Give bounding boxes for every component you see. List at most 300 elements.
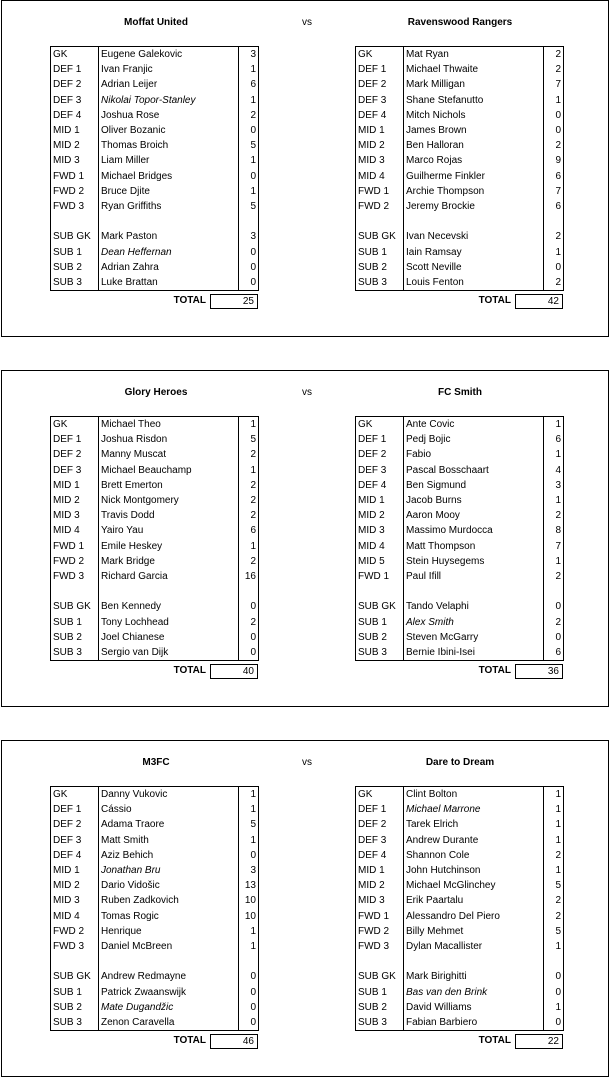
player-name-cell: Jeremy Brockie — [404, 199, 544, 214]
player-row — [51, 508, 259, 523]
position-cell: GK — [356, 787, 404, 803]
player-name-cell: James Brown — [404, 123, 544, 138]
player-row — [356, 539, 564, 554]
sub-row — [51, 614, 259, 629]
total-value: 40 — [210, 664, 258, 679]
position-cell: DEF 3 — [356, 93, 404, 108]
player-name-cell: Shannon Cole — [404, 848, 544, 863]
position-cell: SUB GK — [356, 969, 404, 984]
player-row — [51, 432, 259, 447]
player-row — [51, 939, 259, 954]
position-cell: MID 1 — [356, 863, 404, 878]
score-cell: 0 — [239, 260, 259, 275]
player-row — [356, 478, 564, 493]
sub-row — [51, 599, 259, 614]
player-name-cell: Erik Paartalu — [404, 893, 544, 908]
away-team-name: Ravenswood Rangers — [407, 17, 513, 28]
player-name-cell: Alex Smith — [404, 614, 544, 629]
position-cell: DEF 1 — [51, 802, 99, 817]
position-cell: DEF 3 — [51, 93, 99, 108]
score-cell: 0 — [239, 984, 259, 999]
position-cell: DEF 4 — [356, 848, 404, 863]
position-cell: MID 3 — [356, 893, 404, 908]
position-cell: DEF 1 — [51, 62, 99, 77]
score-cell: 16 — [239, 569, 259, 584]
player-name-cell: John Hutchinson — [404, 863, 544, 878]
position-cell: FWD 3 — [51, 569, 99, 584]
home-team-name: Moffat United — [124, 17, 188, 28]
player-row — [356, 417, 564, 433]
player-name-cell: Ben Sigmund — [404, 478, 544, 493]
player-name-cell: Henrique — [99, 924, 239, 939]
player-row — [356, 508, 564, 523]
player-name-cell: Patrick Zwaanswijk — [99, 984, 239, 999]
player-name-cell: Michael Theo — [99, 417, 239, 433]
score-cell: 2 — [544, 138, 564, 153]
position-cell: DEF 4 — [51, 108, 99, 123]
sub-row — [356, 1000, 564, 1015]
player-name-cell: Matt Smith — [99, 833, 239, 848]
player-row — [356, 432, 564, 447]
player-name-cell: Paul Ifill — [404, 569, 544, 584]
position-cell: DEF 3 — [51, 833, 99, 848]
player-row — [356, 47, 564, 63]
player-name-cell: Steven McGarry — [404, 630, 544, 645]
position-cell: MID 1 — [356, 493, 404, 508]
score-cell: 0 — [544, 630, 564, 645]
player-name-cell: Mitch Nichols — [404, 108, 544, 123]
sub-row — [51, 1015, 259, 1031]
position-cell: SUB 3 — [51, 1015, 99, 1031]
player-row — [356, 787, 564, 803]
position-cell: DEF 3 — [51, 463, 99, 478]
player-row — [356, 463, 564, 478]
score-cell: 6 — [544, 645, 564, 661]
player-name-cell: Fabian Barbiero — [404, 1015, 544, 1031]
position-cell: DEF 2 — [51, 77, 99, 92]
player-name-cell: Clint Bolton — [404, 787, 544, 803]
score-cell: 0 — [239, 848, 259, 863]
position-cell: FWD 2 — [51, 924, 99, 939]
sub-row — [51, 969, 259, 984]
position-cell: GK — [51, 417, 99, 433]
position-cell: MID 3 — [51, 508, 99, 523]
total-label: TOTAL — [173, 295, 206, 306]
player-name-cell: Joshua Risdon — [99, 432, 239, 447]
score-cell: 1 — [544, 939, 564, 954]
player-row — [51, 62, 259, 77]
position-cell: SUB 3 — [356, 275, 404, 291]
player-row — [51, 924, 259, 939]
player-row — [51, 169, 259, 184]
score-cell: 7 — [544, 184, 564, 199]
total-label: TOTAL — [478, 295, 511, 306]
player-name-cell: Stein Huysegems — [404, 554, 544, 569]
position-cell: SUB 2 — [51, 260, 99, 275]
score-cell: 6 — [239, 77, 259, 92]
position-cell: SUB 1 — [356, 614, 404, 629]
player-row — [356, 802, 564, 817]
home-total-row — [50, 294, 258, 310]
position-cell: SUB GK — [356, 229, 404, 244]
player-row — [356, 199, 564, 214]
score-cell: 1 — [544, 493, 564, 508]
position-cell: SUB 1 — [356, 244, 404, 259]
position-cell: SUB 1 — [51, 614, 99, 629]
player-row — [51, 493, 259, 508]
player-name-cell: Massimo Murdocca — [404, 523, 544, 538]
position-cell: MID 1 — [51, 478, 99, 493]
position-cell: MID 3 — [51, 893, 99, 908]
sub-row — [356, 984, 564, 999]
score-cell: 2 — [544, 62, 564, 77]
sub-row — [356, 630, 564, 645]
position-cell: SUB 2 — [51, 630, 99, 645]
position-cell: MID 2 — [356, 138, 404, 153]
position-cell: FWD 2 — [51, 554, 99, 569]
player-row — [51, 848, 259, 863]
score-cell: 0 — [544, 984, 564, 999]
score-cell: 1 — [544, 244, 564, 259]
position-cell: SUB 1 — [51, 984, 99, 999]
player-name-cell: Oliver Bozanic — [99, 123, 239, 138]
score-cell: 1 — [544, 93, 564, 108]
score-cell: 2 — [544, 614, 564, 629]
position-cell: DEF 2 — [51, 447, 99, 462]
player-name-cell: Mat Ryan — [404, 47, 544, 63]
score-cell: 1 — [544, 863, 564, 878]
away-team-name: FC Smith — [438, 387, 482, 398]
score-cell: 5 — [239, 199, 259, 214]
position-cell: FWD 3 — [356, 939, 404, 954]
player-name-cell: Ivan Franjic — [99, 62, 239, 77]
match-block — [1, 740, 609, 1077]
score-cell: 0 — [544, 599, 564, 614]
score-cell: 1 — [239, 184, 259, 199]
player-name-cell: Danny Vukovic — [99, 787, 239, 803]
position-cell: SUB 1 — [51, 244, 99, 259]
position-cell: GK — [356, 47, 404, 63]
score-cell: 1 — [239, 93, 259, 108]
player-row — [356, 848, 564, 863]
position-cell: SUB GK — [51, 969, 99, 984]
home-total-row — [50, 1034, 258, 1050]
position-cell: SUB 3 — [356, 1015, 404, 1031]
away-lineup-table — [355, 46, 564, 291]
score-cell: 4 — [544, 463, 564, 478]
score-cell: 2 — [239, 493, 259, 508]
score-cell: 0 — [239, 599, 259, 614]
sub-row — [356, 229, 564, 244]
score-cell: 10 — [239, 893, 259, 908]
player-name-cell: Andrew Redmayne — [99, 969, 239, 984]
score-cell: 2 — [544, 47, 564, 63]
score-cell: 1 — [239, 924, 259, 939]
player-name-cell: Zenon Caravella — [99, 1015, 239, 1031]
player-row — [356, 569, 564, 584]
score-cell: 1 — [239, 417, 259, 433]
player-row — [51, 47, 259, 63]
score-cell: 1 — [544, 447, 564, 462]
player-name-cell: Ben Halloran — [404, 138, 544, 153]
player-name-cell: Mark Bridge — [99, 554, 239, 569]
position-cell: FWD 2 — [356, 199, 404, 214]
player-row — [51, 539, 259, 554]
player-name-cell: Emile Heskey — [99, 539, 239, 554]
score-cell: 2 — [544, 569, 564, 584]
player-name-cell: Manny Muscat — [99, 447, 239, 462]
player-row — [51, 153, 259, 168]
position-cell: DEF 2 — [51, 817, 99, 832]
spacer-row — [356, 214, 564, 229]
score-cell: 2 — [544, 275, 564, 291]
player-name-cell: Tarek Elrich — [404, 817, 544, 832]
score-cell: 5 — [239, 432, 259, 447]
position-cell: SUB GK — [51, 599, 99, 614]
player-row — [51, 863, 259, 878]
player-name-cell: Pedj Bojic — [404, 432, 544, 447]
player-row — [356, 169, 564, 184]
player-name-cell: Jonathan Bru — [99, 863, 239, 878]
score-cell: 2 — [239, 508, 259, 523]
score-cell: 1 — [239, 153, 259, 168]
score-cell: 1 — [544, 833, 564, 848]
spacer-row — [356, 954, 564, 969]
position-cell: MID 5 — [356, 554, 404, 569]
player-name-cell: Michael Thwaite — [404, 62, 544, 77]
sub-row — [51, 984, 259, 999]
total-value: 22 — [515, 1034, 563, 1049]
player-name-cell: Dean Heffernan — [99, 244, 239, 259]
position-cell: SUB 3 — [51, 275, 99, 291]
score-cell: 1 — [239, 62, 259, 77]
player-row — [51, 878, 259, 893]
player-row — [51, 478, 259, 493]
position-cell: SUB 2 — [356, 260, 404, 275]
player-name-cell: Andrew Durante — [404, 833, 544, 848]
player-row — [51, 909, 259, 924]
score-cell: 2 — [239, 447, 259, 462]
player-name-cell: Bruce Djite — [99, 184, 239, 199]
position-cell: DEF 2 — [356, 817, 404, 832]
sub-row — [356, 260, 564, 275]
position-cell: DEF 4 — [51, 848, 99, 863]
away-lineup-table — [355, 416, 564, 661]
player-name-cell: Richard Garcia — [99, 569, 239, 584]
score-cell: 0 — [239, 630, 259, 645]
score-cell: 1 — [544, 817, 564, 832]
player-name-cell: Shane Stefanutto — [404, 93, 544, 108]
player-name-cell: Travis Dodd — [99, 508, 239, 523]
player-row — [51, 523, 259, 538]
player-row — [51, 138, 259, 153]
position-cell: MID 2 — [51, 493, 99, 508]
position-cell: DEF 1 — [356, 432, 404, 447]
player-name-cell: Cássio — [99, 802, 239, 817]
position-cell: SUB 1 — [356, 984, 404, 999]
score-cell: 1 — [239, 539, 259, 554]
player-row — [356, 153, 564, 168]
sub-row — [356, 969, 564, 984]
player-name-cell: Jacob Burns — [404, 493, 544, 508]
score-cell: 6 — [239, 523, 259, 538]
player-row — [356, 447, 564, 462]
score-cell: 2 — [544, 229, 564, 244]
player-name-cell: Michael Marrone — [404, 802, 544, 817]
player-row — [356, 893, 564, 908]
player-row — [356, 924, 564, 939]
position-cell: FWD 1 — [356, 184, 404, 199]
score-cell: 0 — [239, 645, 259, 661]
position-cell: DEF 2 — [356, 447, 404, 462]
position-cell: SUB 3 — [356, 645, 404, 661]
player-name-cell: Joel Chianese — [99, 630, 239, 645]
player-name-cell: Marco Rojas — [404, 153, 544, 168]
score-cell: 2 — [544, 848, 564, 863]
player-name-cell: Pascal Bosschaart — [404, 463, 544, 478]
position-cell: MID 3 — [51, 153, 99, 168]
player-name-cell: Dario Vidošic — [99, 878, 239, 893]
position-cell: DEF 3 — [356, 463, 404, 478]
score-cell: 0 — [239, 123, 259, 138]
player-name-cell: Adrian Zahra — [99, 260, 239, 275]
player-row — [356, 817, 564, 832]
player-name-cell: Thomas Broich — [99, 138, 239, 153]
score-cell: 2 — [544, 893, 564, 908]
player-name-cell: Ben Kennedy — [99, 599, 239, 614]
position-cell: SUB GK — [51, 229, 99, 244]
score-cell: 0 — [544, 260, 564, 275]
position-cell: MID 2 — [51, 878, 99, 893]
player-row — [356, 878, 564, 893]
score-cell: 1 — [239, 787, 259, 803]
player-name-cell: Mate Dugandžic — [99, 1000, 239, 1015]
position-cell: FWD 1 — [356, 909, 404, 924]
position-cell: FWD 3 — [51, 199, 99, 214]
total-value: 42 — [515, 294, 563, 309]
sub-row — [356, 645, 564, 661]
player-row — [356, 108, 564, 123]
sub-row — [51, 1000, 259, 1015]
total-label: TOTAL — [173, 1035, 206, 1046]
score-cell: 7 — [544, 539, 564, 554]
player-row — [51, 569, 259, 584]
position-cell: DEF 4 — [356, 108, 404, 123]
match-block — [1, 370, 609, 707]
position-cell: MID 2 — [356, 508, 404, 523]
home-team-name: Glory Heroes — [124, 387, 188, 398]
player-row — [51, 184, 259, 199]
position-cell: MID 4 — [356, 169, 404, 184]
score-cell: 3 — [239, 229, 259, 244]
away-total-row — [355, 294, 563, 310]
sub-row — [356, 1015, 564, 1031]
player-name-cell: Ryan Griffiths — [99, 199, 239, 214]
position-cell: SUB 2 — [356, 1000, 404, 1015]
score-cell: 6 — [544, 199, 564, 214]
player-name-cell: Adama Traore — [99, 817, 239, 832]
position-cell: FWD 1 — [356, 569, 404, 584]
sub-row — [51, 645, 259, 661]
score-cell: 8 — [544, 523, 564, 538]
score-cell: 9 — [544, 153, 564, 168]
score-cell: 1 — [239, 463, 259, 478]
player-name-cell: Eugene Galekovic — [99, 47, 239, 63]
sub-row — [51, 229, 259, 244]
position-cell: DEF 1 — [356, 62, 404, 77]
away-total-row — [355, 1034, 563, 1050]
position-cell: GK — [51, 787, 99, 803]
player-row — [51, 123, 259, 138]
player-name-cell: Scott Neville — [404, 260, 544, 275]
player-name-cell: Matt Thompson — [404, 539, 544, 554]
score-cell: 0 — [239, 275, 259, 291]
position-cell: DEF 1 — [51, 432, 99, 447]
player-row — [51, 447, 259, 462]
spacer-row — [51, 584, 259, 599]
player-name-cell: Dylan Macallister — [404, 939, 544, 954]
player-name-cell: Mark Milligan — [404, 77, 544, 92]
player-row — [356, 123, 564, 138]
player-name-cell: Tomas Rogic — [99, 909, 239, 924]
player-row — [51, 787, 259, 803]
position-cell: MID 3 — [356, 153, 404, 168]
position-cell: FWD 1 — [51, 169, 99, 184]
player-row — [356, 62, 564, 77]
sub-row — [356, 244, 564, 259]
position-cell: DEF 1 — [356, 802, 404, 817]
position-cell: SUB 2 — [356, 630, 404, 645]
score-cell: 0 — [239, 169, 259, 184]
player-name-cell: Yairo Yau — [99, 523, 239, 538]
away-total-row — [355, 664, 563, 680]
sub-row — [51, 244, 259, 259]
home-lineup-table — [50, 416, 259, 661]
player-row — [356, 493, 564, 508]
player-row — [356, 909, 564, 924]
player-name-cell: Tony Lochhead — [99, 614, 239, 629]
player-name-cell: Michael Bridges — [99, 169, 239, 184]
player-row — [51, 93, 259, 108]
vs-label: vs — [302, 387, 312, 398]
position-cell: DEF 3 — [356, 833, 404, 848]
home-lineup-table — [50, 786, 259, 1031]
sub-row — [51, 630, 259, 645]
score-cell: 1 — [239, 802, 259, 817]
player-name-cell: Brett Emerton — [99, 478, 239, 493]
score-cell: 2 — [239, 554, 259, 569]
position-cell: MID 3 — [356, 523, 404, 538]
position-cell: SUB 3 — [51, 645, 99, 661]
vs-label: vs — [302, 17, 312, 28]
player-row — [51, 108, 259, 123]
player-row — [356, 138, 564, 153]
score-cell: 2 — [544, 909, 564, 924]
vs-label: vs — [302, 757, 312, 768]
position-cell: MID 2 — [51, 138, 99, 153]
score-cell: 2 — [239, 108, 259, 123]
total-value: 46 — [210, 1034, 258, 1049]
score-cell: 0 — [239, 1000, 259, 1015]
sub-row — [51, 260, 259, 275]
score-cell: 0 — [239, 244, 259, 259]
player-name-cell: David Williams — [404, 1000, 544, 1015]
player-name-cell: Sergio van Dijk — [99, 645, 239, 661]
score-cell: 1 — [239, 833, 259, 848]
player-row — [51, 199, 259, 214]
match-block — [1, 0, 609, 337]
position-cell: MID 1 — [51, 123, 99, 138]
